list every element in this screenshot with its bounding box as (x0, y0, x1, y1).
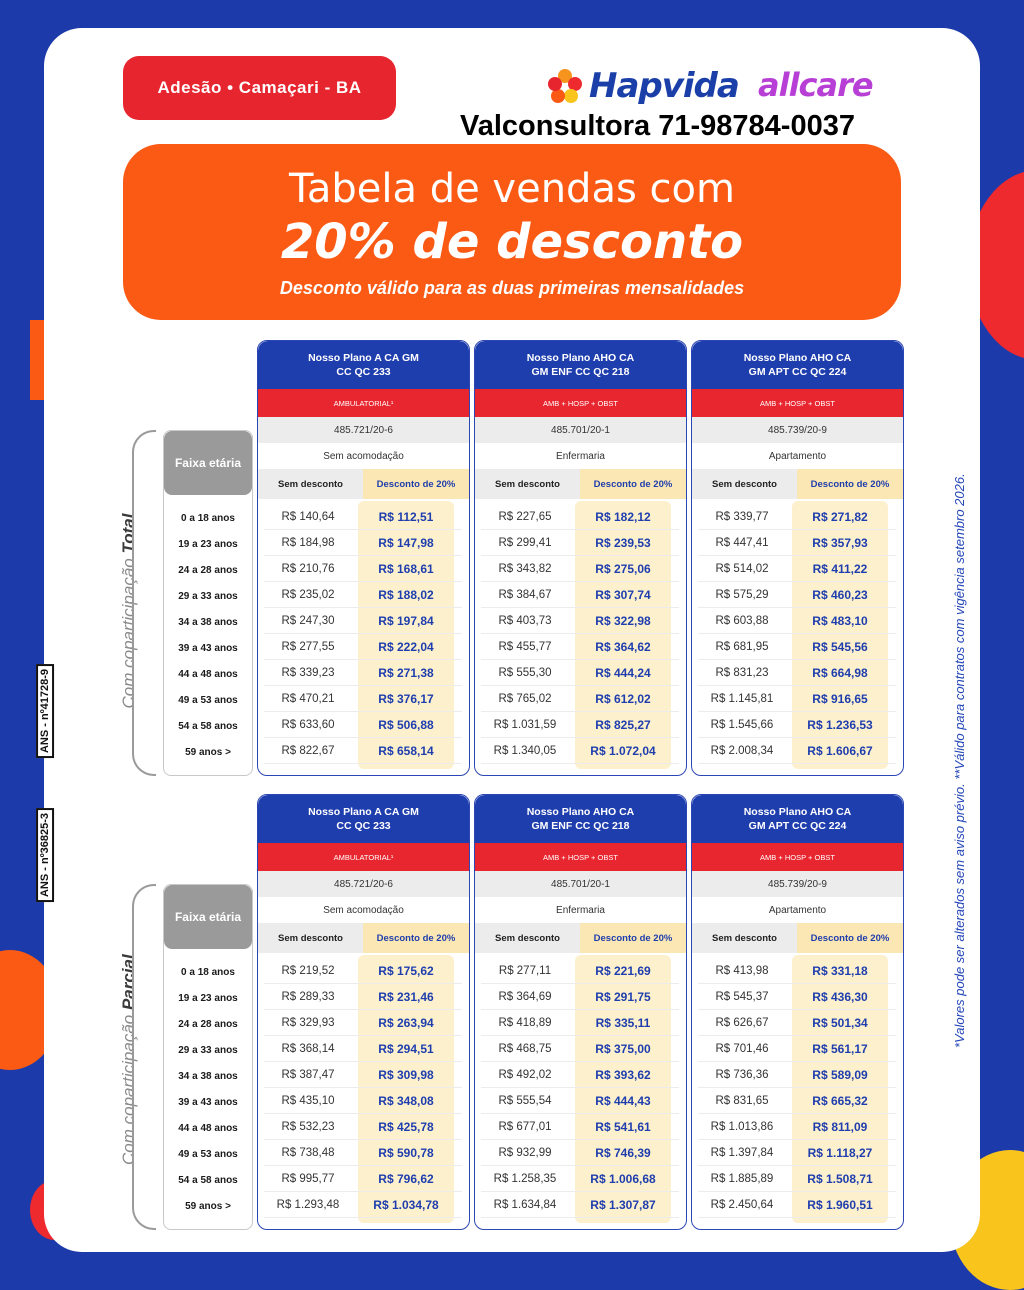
price-full: R$ 1.545,66 (710, 719, 774, 731)
row-divider (481, 581, 679, 582)
plan-card (691, 794, 904, 1230)
hapvida-logo (545, 66, 739, 106)
row-divider (481, 1191, 679, 1192)
plan-card (474, 340, 687, 776)
price-discount: R$ 112,51 (378, 510, 434, 524)
row-divider (698, 1009, 896, 1010)
age-label: 44 a 48 anos (178, 669, 238, 680)
plan-name: Nosso Plano AHO CA GM ENF CC QC 218 (475, 341, 686, 389)
row-divider (698, 1035, 896, 1036)
ans-label-1: ANS - nº41728-9 (36, 664, 54, 758)
contact-text: Valconsultora 71-98784-0037 (460, 110, 855, 142)
plan-type: AMBULATORIAL¹ (258, 843, 469, 871)
row-divider (264, 1139, 462, 1140)
plan-card (257, 794, 470, 1230)
age-label: 59 anos > (185, 1201, 231, 1212)
price-discount: R$ 796,62 (378, 1172, 434, 1186)
row-divider (264, 581, 462, 582)
price-full: R$ 455,77 (498, 641, 552, 653)
price-discount: R$ 916,65 (812, 692, 868, 706)
col-disc-header: Desconto de 20% (797, 923, 903, 953)
age-label: 19 a 23 anos (178, 993, 238, 1004)
price-discount: R$ 291,75 (595, 990, 651, 1004)
price-discount: R$ 271,82 (812, 510, 868, 524)
price-discount: R$ 376,17 (378, 692, 434, 706)
price-full: R$ 626,67 (715, 1017, 769, 1029)
plan-type: AMB + HOSP + OBST (475, 389, 686, 417)
price-discount: R$ 231,46 (378, 990, 434, 1004)
row-divider (698, 983, 896, 984)
plan-name: Nosso Plano A CA GM CC QC 233 (258, 341, 469, 389)
price-full: R$ 1.013,86 (710, 1121, 774, 1133)
price-full: R$ 329,93 (281, 1017, 335, 1029)
age-column (163, 884, 253, 1230)
age-label: 54 a 58 anos (178, 721, 238, 732)
price-discount: R$ 1.606,67 (807, 744, 873, 758)
price-discount: R$ 335,11 (595, 1016, 651, 1030)
row-divider (698, 1217, 896, 1218)
age-label: 49 a 53 anos (178, 695, 238, 706)
age-label: 59 anos > (185, 747, 231, 758)
price-full: R$ 339,77 (715, 511, 769, 523)
row-divider (698, 607, 896, 608)
row-divider (698, 711, 896, 712)
row-divider (481, 1113, 679, 1114)
col-full-header: Sem desconto (692, 923, 797, 953)
age-label: 39 a 43 anos (178, 1097, 238, 1108)
plan-card (257, 340, 470, 776)
row-divider (698, 737, 896, 738)
price-discount: R$ 1.960,51 (807, 1198, 873, 1212)
age-column (163, 430, 253, 776)
row-divider (264, 983, 462, 984)
row-divider (481, 983, 679, 984)
col-disc-header: Desconto de 20% (363, 923, 469, 953)
row-divider (264, 1009, 462, 1010)
price-discount: R$ 664,98 (812, 666, 868, 680)
age-label: 0 a 18 anos (181, 967, 235, 978)
plan-type: AMBULATORIAL¹ (258, 389, 469, 417)
plan-registration: 485.739/20-9 (692, 417, 903, 443)
row-divider (698, 529, 896, 530)
price-full: R$ 831,23 (715, 667, 769, 679)
footnote-text: *Valores pode ser alterados sem aviso prévio. **Válido para contratos com vigência setembro 2026. (952, 473, 967, 1048)
row-divider (481, 1035, 679, 1036)
price-discount: R$ 483,10 (812, 614, 868, 628)
plan-card (691, 340, 904, 776)
price-full: R$ 831,65 (715, 1095, 769, 1107)
banner-line2: 20% de desconto (280, 214, 744, 270)
col-disc-header: Desconto de 20% (363, 469, 469, 499)
age-label: 54 a 58 anos (178, 1175, 238, 1186)
price-full: R$ 932,99 (498, 1147, 552, 1159)
price-discount: R$ 825,27 (595, 718, 651, 732)
plan-name: Nosso Plano AHO CA GM ENF CC QC 218 (475, 795, 686, 843)
row-divider (698, 1191, 896, 1192)
price-full: R$ 470,21 (281, 693, 335, 705)
price-full: R$ 1.145,81 (710, 693, 774, 705)
price-discount: R$ 460,23 (812, 588, 868, 602)
row-divider (698, 633, 896, 634)
price-discount: R$ 375,00 (595, 1042, 651, 1056)
price-full: R$ 403,73 (498, 615, 552, 627)
price-discount: R$ 444,43 (595, 1094, 651, 1108)
col-disc-header: Desconto de 20% (580, 469, 686, 499)
price-discount: R$ 1.006,68 (590, 1172, 656, 1186)
col-full-header: Sem desconto (258, 923, 363, 953)
age-label: 19 a 23 anos (178, 539, 238, 550)
row-divider (481, 659, 679, 660)
row-divider (481, 607, 679, 608)
row-divider (698, 1113, 896, 1114)
price-full: R$ 555,54 (498, 1095, 552, 1107)
price-full: R$ 339,23 (281, 667, 335, 679)
row-divider (264, 1061, 462, 1062)
plan-registration: 485.739/20-9 (692, 871, 903, 897)
price-full: R$ 995,77 (281, 1173, 335, 1185)
price-discount: R$ 746,39 (595, 1146, 651, 1160)
price-full: R$ 532,23 (281, 1121, 335, 1133)
price-full: R$ 822,67 (281, 745, 335, 757)
row-divider (481, 555, 679, 556)
price-full: R$ 555,30 (498, 667, 552, 679)
price-discount: R$ 658,14 (378, 744, 434, 758)
plan-registration: 485.701/20-1 (475, 417, 686, 443)
plan-name: Nosso Plano AHO CA GM APT CC QC 224 (692, 795, 903, 843)
price-discount: R$ 436,30 (812, 990, 868, 1004)
price-discount: R$ 506,88 (378, 718, 434, 732)
location-badge: Adesão • Camaçari - BA (123, 56, 396, 120)
banner-line1: Tabela de vendas com (289, 166, 735, 212)
price-discount: R$ 309,98 (378, 1068, 434, 1082)
row-divider (264, 1217, 462, 1218)
row-divider (264, 763, 462, 764)
age-label: 34 a 38 anos (178, 1071, 238, 1082)
section-label-bold: Parcial (119, 954, 138, 1011)
price-discount: R$ 364,62 (595, 640, 651, 654)
price-discount: R$ 357,93 (812, 536, 868, 550)
row-divider (481, 737, 679, 738)
row-divider (264, 1165, 462, 1166)
col-full-header: Sem desconto (258, 469, 363, 499)
price-full: R$ 575,29 (715, 589, 769, 601)
row-divider (481, 529, 679, 530)
row-divider (698, 685, 896, 686)
price-discount: R$ 275,06 (595, 562, 651, 576)
row-divider (264, 607, 462, 608)
price-full: R$ 1.293,48 (276, 1199, 340, 1211)
price-discount: R$ 590,78 (378, 1146, 434, 1160)
price-discount: R$ 348,08 (378, 1094, 434, 1108)
plan-type: AMB + HOSP + OBST (475, 843, 686, 871)
row-divider (264, 1035, 462, 1036)
row-divider (698, 659, 896, 660)
row-divider (264, 529, 462, 530)
section-bracket (132, 430, 156, 776)
price-full: R$ 701,46 (715, 1043, 769, 1055)
price-full: R$ 435,10 (281, 1095, 335, 1107)
price-full: R$ 140,64 (281, 511, 335, 523)
age-label: 0 a 18 anos (181, 513, 235, 524)
section-label: Com coparticipação Total (119, 513, 138, 709)
row-divider (264, 659, 462, 660)
row-divider (481, 1217, 679, 1218)
plan-accommodation: Sem acomodação (258, 443, 469, 469)
price-full: R$ 633,60 (281, 719, 335, 731)
plan-type: AMB + HOSP + OBST (692, 389, 903, 417)
price-full: R$ 364,69 (498, 991, 552, 1003)
price-full: R$ 2.008,34 (710, 745, 774, 757)
price-full: R$ 277,55 (281, 641, 335, 653)
price-discount: R$ 147,98 (378, 536, 434, 550)
price-discount: R$ 331,18 (812, 964, 868, 978)
plan-accommodation: Enfermaria (475, 897, 686, 923)
row-divider (698, 1165, 896, 1166)
plan-card (474, 794, 687, 1230)
price-full: R$ 514,02 (715, 563, 769, 575)
plan-name: Nosso Plano A CA GM CC QC 233 (258, 795, 469, 843)
col-full-header: Sem desconto (475, 923, 580, 953)
price-discount: R$ 1.118,27 (807, 1146, 873, 1160)
row-divider (481, 1165, 679, 1166)
plan-accommodation: Sem acomodação (258, 897, 469, 923)
row-divider (481, 685, 679, 686)
section-bracket (132, 884, 156, 1230)
price-full: R$ 1.397,84 (710, 1147, 774, 1159)
price-full: R$ 299,41 (498, 537, 552, 549)
hapvida-wordmark: Hapvida (589, 66, 739, 106)
plan-accommodation: Apartamento (692, 897, 903, 923)
price-full: R$ 1.258,35 (493, 1173, 557, 1185)
age-header: Faixa etária (164, 885, 252, 949)
row-divider (264, 1113, 462, 1114)
row-divider (264, 633, 462, 634)
price-discount: R$ 444,24 (595, 666, 651, 680)
price-discount: R$ 1.034,78 (373, 1198, 439, 1212)
price-full: R$ 736,36 (715, 1069, 769, 1081)
plan-accommodation: Enfermaria (475, 443, 686, 469)
price-full: R$ 387,47 (281, 1069, 335, 1081)
price-discount: R$ 222,04 (378, 640, 434, 654)
price-full: R$ 368,14 (281, 1043, 335, 1055)
price-discount: R$ 1.072,04 (590, 744, 656, 758)
price-full: R$ 681,95 (715, 641, 769, 653)
price-discount: R$ 182,12 (595, 510, 651, 524)
row-divider (481, 633, 679, 634)
row-divider (481, 711, 679, 712)
price-discount: R$ 612,02 (595, 692, 651, 706)
age-header: Faixa etária (164, 431, 252, 495)
col-full-header: Sem desconto (692, 469, 797, 499)
price-full: R$ 677,01 (498, 1121, 552, 1133)
price-discount: R$ 263,94 (378, 1016, 434, 1030)
row-divider (264, 1087, 462, 1088)
age-label: 24 a 28 anos (178, 565, 238, 576)
row-divider (481, 1087, 679, 1088)
col-disc-header: Desconto de 20% (797, 469, 903, 499)
price-discount: R$ 425,78 (378, 1120, 434, 1134)
flower-icon (545, 66, 585, 106)
price-full: R$ 1.340,05 (493, 745, 557, 757)
price-discount: R$ 541,61 (595, 1120, 651, 1134)
price-discount: R$ 188,02 (378, 588, 434, 602)
price-full: R$ 447,41 (715, 537, 769, 549)
price-discount: R$ 411,22 (812, 562, 868, 576)
price-discount: R$ 221,69 (595, 964, 651, 978)
plan-type: AMB + HOSP + OBST (692, 843, 903, 871)
price-full: R$ 765,02 (498, 693, 552, 705)
plan-name: Nosso Plano AHO CA GM APT CC QC 224 (692, 341, 903, 389)
section-label: Com coparticipação Parcial (119, 954, 138, 1165)
price-discount: R$ 811,09 (812, 1120, 868, 1134)
ans-label-2: ANS - nº36825-3 (36, 808, 54, 902)
row-divider (698, 763, 896, 764)
price-full: R$ 343,82 (498, 563, 552, 575)
age-label: 29 a 33 anos (178, 591, 238, 602)
price-full: R$ 1.885,89 (710, 1173, 774, 1185)
price-discount: R$ 1.236,53 (807, 718, 873, 732)
col-disc-header: Desconto de 20% (580, 923, 686, 953)
plan-registration: 485.721/20-6 (258, 417, 469, 443)
age-label: 49 a 53 anos (178, 1149, 238, 1160)
price-full: R$ 413,98 (715, 965, 769, 977)
age-label: 29 a 33 anos (178, 1045, 238, 1056)
price-full: R$ 219,52 (281, 965, 335, 977)
price-full: R$ 545,37 (715, 991, 769, 1003)
price-full: R$ 418,89 (498, 1017, 552, 1029)
price-discount: R$ 197,84 (378, 614, 434, 628)
price-full: R$ 2.450,64 (710, 1199, 774, 1211)
section-label-bold: Total (119, 513, 138, 554)
price-discount: R$ 561,17 (812, 1042, 868, 1056)
row-divider (264, 555, 462, 556)
price-full: R$ 289,33 (281, 991, 335, 1003)
price-discount: R$ 1.307,87 (590, 1198, 656, 1212)
plan-registration: 485.721/20-6 (258, 871, 469, 897)
price-discount: R$ 665,32 (812, 1094, 868, 1108)
row-divider (698, 1087, 896, 1088)
price-discount: R$ 1.508,71 (807, 1172, 873, 1186)
age-label: 44 a 48 anos (178, 1123, 238, 1134)
price-discount: R$ 545,56 (812, 640, 868, 654)
row-divider (698, 581, 896, 582)
allcare-logo: allcare (758, 66, 873, 104)
price-discount: R$ 589,09 (812, 1068, 868, 1082)
price-full: R$ 1.634,84 (493, 1199, 557, 1211)
price-full: R$ 210,76 (281, 563, 335, 575)
plan-registration: 485.701/20-1 (475, 871, 686, 897)
price-full: R$ 738,48 (281, 1147, 335, 1159)
price-discount: R$ 168,61 (378, 562, 434, 576)
headline-banner (123, 144, 901, 320)
row-divider (481, 1009, 679, 1010)
price-full: R$ 227,65 (498, 511, 552, 523)
price-discount: R$ 307,74 (595, 588, 651, 602)
price-discount: R$ 501,34 (812, 1016, 868, 1030)
price-full: R$ 468,75 (498, 1043, 552, 1055)
price-discount: R$ 175,62 (378, 964, 434, 978)
price-full: R$ 247,30 (281, 615, 335, 627)
row-divider (264, 737, 462, 738)
row-divider (264, 711, 462, 712)
price-discount: R$ 322,98 (595, 614, 651, 628)
age-label: 24 a 28 anos (178, 1019, 238, 1030)
price-full: R$ 184,98 (281, 537, 335, 549)
price-full: R$ 235,02 (281, 589, 335, 601)
price-full: R$ 277,11 (498, 965, 552, 977)
price-discount: R$ 239,53 (595, 536, 651, 550)
price-full: R$ 1.031,59 (493, 719, 557, 731)
col-full-header: Sem desconto (475, 469, 580, 499)
row-divider (481, 763, 679, 764)
price-full: R$ 492,02 (498, 1069, 552, 1081)
price-discount: R$ 271,38 (378, 666, 434, 680)
age-label: 39 a 43 anos (178, 643, 238, 654)
row-divider (698, 1061, 896, 1062)
price-full: R$ 603,88 (715, 615, 769, 627)
row-divider (264, 685, 462, 686)
banner-line3: Desconto válido para as duas primeiras mensalidades (279, 278, 745, 298)
row-divider (481, 1061, 679, 1062)
row-divider (698, 1139, 896, 1140)
row-divider (698, 555, 896, 556)
price-discount: R$ 294,51 (378, 1042, 434, 1056)
age-label: 34 a 38 anos (178, 617, 238, 628)
plan-accommodation: Apartamento (692, 443, 903, 469)
row-divider (264, 1191, 462, 1192)
price-full: R$ 384,67 (498, 589, 552, 601)
price-discount: R$ 393,62 (595, 1068, 651, 1082)
row-divider (481, 1139, 679, 1140)
